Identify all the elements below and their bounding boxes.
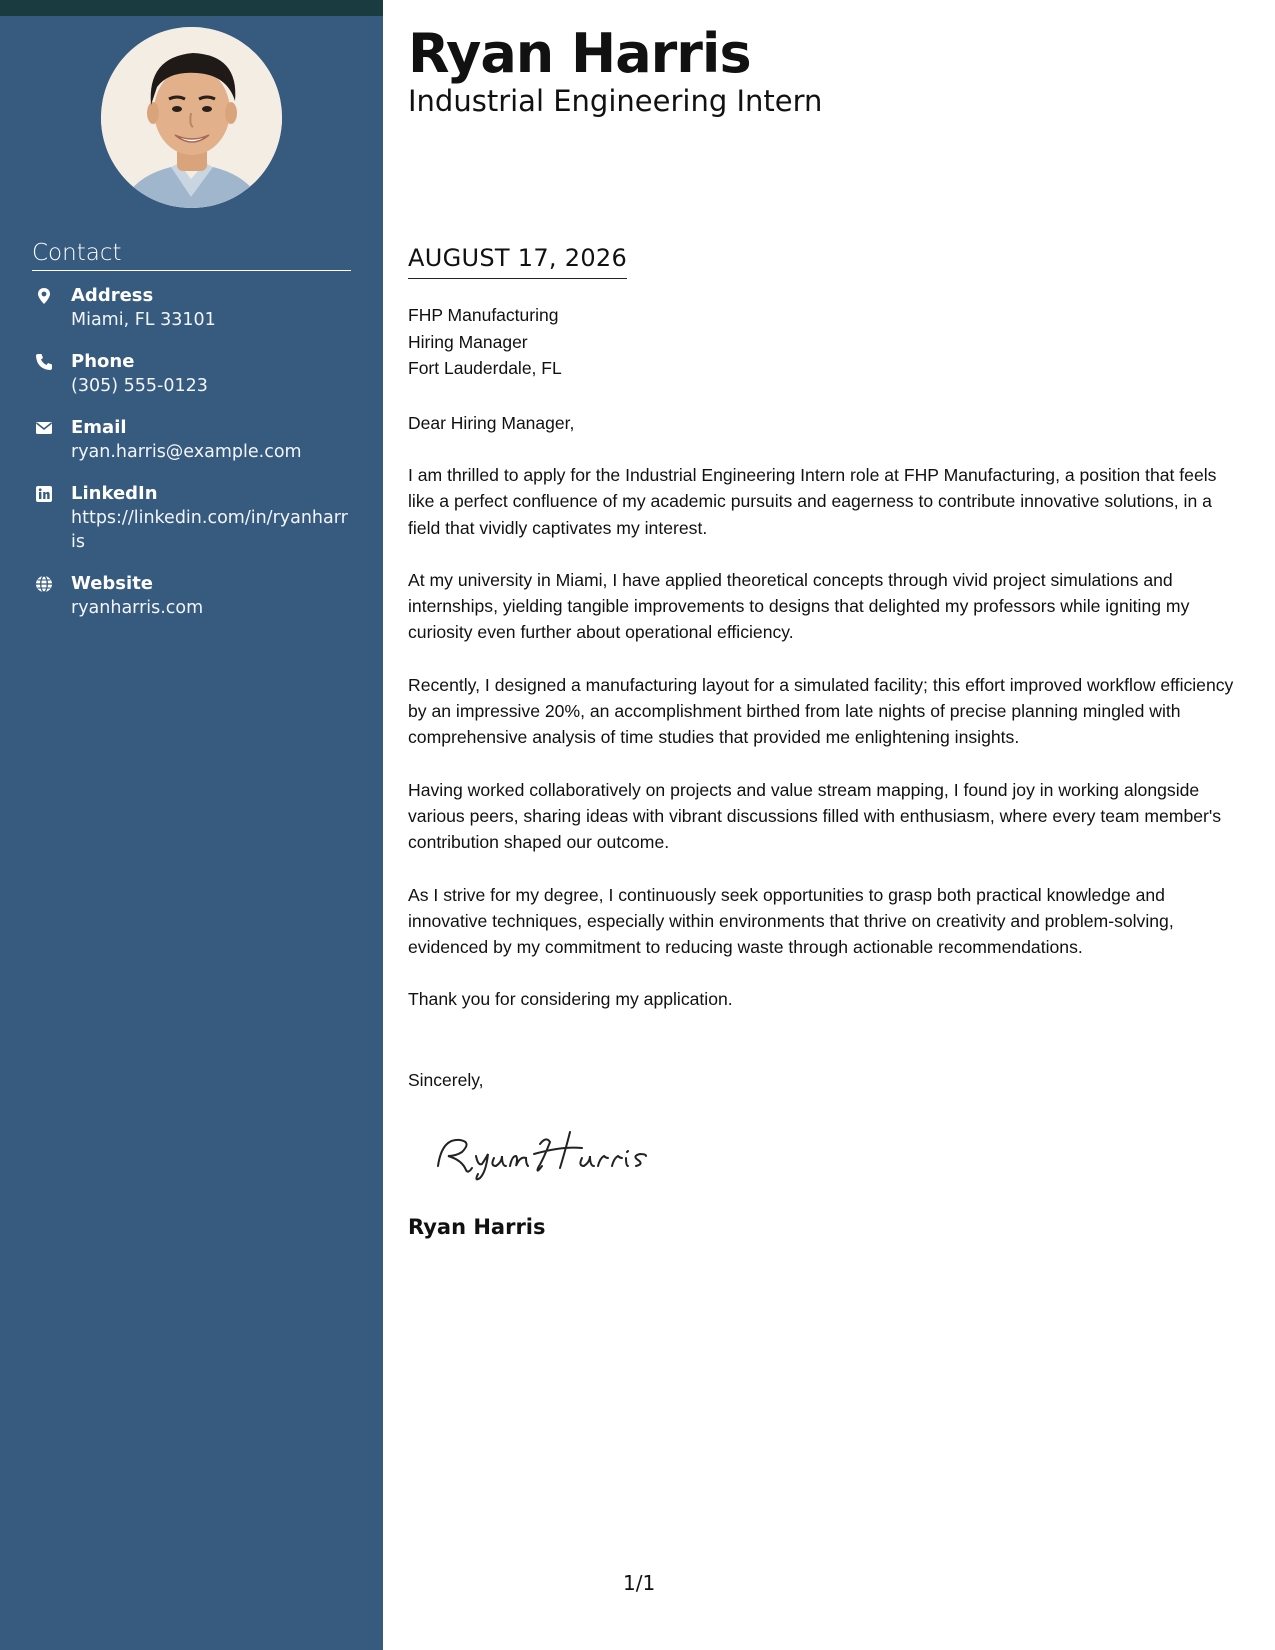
candidate-name: Ryan Harris — [408, 22, 751, 85]
recipient-block — [408, 302, 562, 382]
contact-label: Phone — [71, 351, 135, 372]
avatar — [101, 27, 282, 208]
body-paragraph: I am thrilled to apply for the Industrial Engineering Intern role at FHP Manufacturing, a position that feels like a perfect confluence of my academic pursuits and eagerness to contribute innovative solutions, in a field that vividly captivates my interest. — [408, 465, 1217, 538]
recipient-title: Hiring Manager — [408, 331, 528, 352]
body-paragraph: Having worked collaboratively on projects and value stream mapping, I found joy in working alongside various peers, sharing ideas with vibrant discussions filled with enthusiasm, where every team member's contribution shaped our outcome. — [408, 779, 1222, 853]
linkedin-value[interactable]: https://linkedin.com/in/ryanharris — [71, 508, 348, 552]
address-value: Miami, FL 33101 — [71, 310, 216, 330]
contact-item-address — [32, 284, 352, 332]
candidate-role: Industrial Engineering Intern — [408, 84, 823, 118]
recipient-company: FHP Manufacturing — [408, 305, 559, 325]
sidebar — [0, 0, 383, 1650]
email-value[interactable]: ryan.harris@example.com — [71, 442, 302, 462]
signer-name: Ryan Harris — [408, 1215, 546, 1239]
body-paragraph: Thank you for considering my application. — [408, 989, 733, 1010]
phone-icon — [35, 353, 53, 371]
body-paragraph: As I strive for my degree, I continuously seek opportunities to grasp both practical knowledge and innovative techniques, especially within environments that thrive on creativity and problem-solving, evidenced by my commitment to reducing waste through actionable recommendations. — [408, 884, 1174, 958]
letter-date: AUGUST 17, 2026 — [408, 244, 627, 279]
closing: Sincerely, — [408, 1070, 484, 1090]
envelope-icon — [35, 419, 53, 437]
recipient-location: Fort Lauderdale, FL — [408, 358, 562, 378]
sidebar-top-bar — [0, 0, 383, 16]
contact-label: Address — [71, 285, 154, 306]
body-paragraph: At my university in Miami, I have applied theoretical concepts through vivid project simulations and internships, yielding tangible improvements to designs that delighted my professors while igniting my curiosity even further about operational efficiency. — [408, 569, 1190, 643]
map-pin-icon — [35, 287, 53, 305]
body-paragraph: Recently, I designed a manufacturing layout for a simulated facility; this effort improved workflow efficiency by an impressive 20%, an accomplishment birthed from late nights of precise planning mingled with comprehensive analysis of time studies that provided me enlightening insights. — [408, 674, 1234, 748]
contact-list — [32, 284, 352, 638]
page-number: 1/1 — [623, 1571, 656, 1595]
contact-label: Website — [71, 573, 154, 594]
contact-label: LinkedIn — [71, 483, 158, 504]
phone-value[interactable]: (305) 555-0123 — [71, 376, 208, 396]
letter-body — [408, 462, 1238, 1039]
contact-item-phone — [32, 350, 352, 398]
contact-label: Email — [71, 417, 127, 438]
linkedin-icon — [35, 485, 53, 503]
contact-heading: Contact — [32, 240, 351, 271]
contact-item-linkedin — [32, 482, 352, 554]
website-value[interactable]: ryanharris.com — [71, 598, 204, 618]
contact-item-website — [32, 572, 352, 620]
salutation: Dear Hiring Manager, — [408, 413, 575, 433]
contact-item-email — [32, 416, 352, 464]
handwritten-signature — [432, 1118, 662, 1193]
globe-icon — [35, 575, 53, 593]
